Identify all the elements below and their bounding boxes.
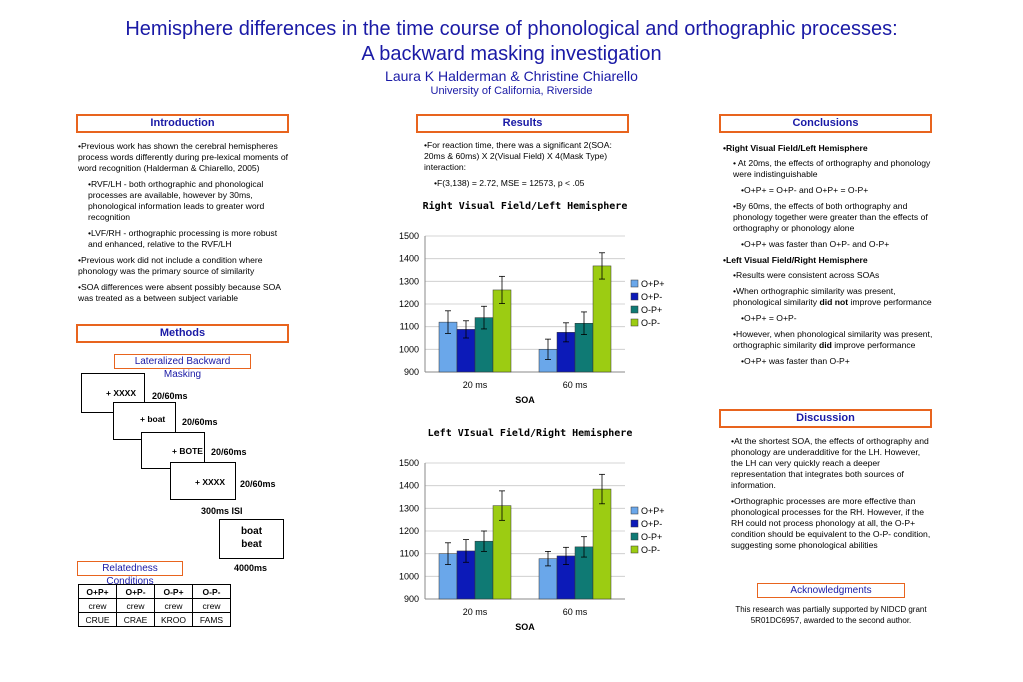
conclusion-bullet: •By 60ms, the effects of both orthography and phonology together were greater than the effects of orthography or phonology alone <box>733 201 928 233</box>
y-tick-label: 1300 <box>398 503 419 514</box>
target-duration: 4000ms <box>234 563 268 573</box>
acknowledgments-text: This research was partially supported by NIDCD grant 5R01DC6957, awarded to the second author. <box>735 605 927 625</box>
legend-label: O-P+ <box>641 305 663 315</box>
conclusions-heading: Conclusions <box>719 114 932 133</box>
results-bullet-1: •For reaction time, there was a significant 2(SOA: 20ms & 60ms) X 2(Visual Field) X 4(Mask Type) interaction: <box>424 140 612 172</box>
legend-label: O+P+ <box>641 279 665 289</box>
table-cell: CRUE <box>79 613 117 627</box>
mask-word-frame-text: + BOTE <box>172 446 203 456</box>
intro-bullet-3: •LVF/RH - orthographic processing is more robust and enhanced, relative to the RVF/LH <box>88 228 278 249</box>
introduction-text <box>78 141 288 309</box>
mask-frame-1-text: + XXXX <box>106 388 137 398</box>
introduction-heading: Introduction <box>76 114 289 133</box>
poster-title-line2: A backward masking investigation <box>361 43 662 65</box>
table-cell: FAMS <box>193 613 231 627</box>
x-axis-label: SOA <box>515 622 535 632</box>
chart-2-title: Left VIsual Field/Right Hemisphere <box>427 428 633 439</box>
target-word-2: beat <box>241 539 262 550</box>
mask-frame-2-duration: 20/60ms <box>240 479 276 489</box>
conclusion-text: •However, when phonological similarity was present, orthographic similarity <box>733 329 933 350</box>
conclusion-text: improve performance <box>831 340 916 350</box>
table-cell: crew <box>79 599 117 613</box>
results-text <box>424 140 614 194</box>
legend-label: O-P- <box>641 545 660 555</box>
table-cell: crew <box>193 599 231 613</box>
y-tick-label: 1000 <box>398 344 419 355</box>
lateralized-masking-label: Lateralized Backward Masking <box>114 354 251 369</box>
lvf-rh-bar-chart <box>385 453 685 638</box>
table-cell: crew <box>155 599 193 613</box>
y-tick-label: 1500 <box>398 231 419 241</box>
conclusion-emphasis: did <box>818 340 832 350</box>
y-tick-label: 1300 <box>398 276 419 287</box>
y-tick-label: 1000 <box>398 571 419 582</box>
table-cell: KROO <box>155 613 193 627</box>
table-header-cell: O-P+ <box>155 585 193 599</box>
conclusion-text: improve performance <box>848 297 932 307</box>
table-cell: CRAE <box>117 613 155 627</box>
rvf-lh-bar-chart <box>385 226 685 411</box>
prime-frame-text: + boat <box>140 414 166 424</box>
conclusion-bullet: •O+P+ was faster than O+P- and O-P+ <box>741 239 890 249</box>
y-tick-label: 1100 <box>399 548 419 559</box>
legend-label: O-P+ <box>641 532 663 542</box>
y-tick-label: 1100 <box>399 321 419 332</box>
table-header-cell: O+P+ <box>79 585 117 599</box>
conclusion-emphasis: did not <box>819 297 849 307</box>
acknowledgments-heading: Acknowledgments <box>757 583 905 598</box>
legend-swatch <box>631 293 638 300</box>
conclusions-text <box>723 143 933 372</box>
conclusion-bullet: •O+P+ = O+P- <box>741 313 797 323</box>
table-cell: crew <box>117 599 155 613</box>
intro-bullet-1: •Previous work has shown the cerebral hemispheres process words differently during pre-lexical moments of word recognition (Halderman & Chiarello, 2005) <box>78 141 289 173</box>
chart-1-title: Right Visual Field/Left Hemisphere <box>422 201 628 212</box>
legend-label: O+P- <box>641 519 663 529</box>
mask-frame-2 <box>170 462 236 500</box>
y-tick-label: 1200 <box>398 299 419 309</box>
conclusion-bullet <box>723 286 933 308</box>
legend-swatch <box>631 520 638 527</box>
prime-frame-duration: 20/60ms <box>182 417 218 427</box>
bar <box>593 266 611 372</box>
relatedness-label: Relatedness Conditions <box>77 561 183 576</box>
conclusion-bullet <box>723 329 933 351</box>
y-tick-label: 1500 <box>398 458 419 468</box>
table-row <box>79 613 231 627</box>
x-tick-label: 60 ms <box>562 380 588 390</box>
x-axis-label: SOA <box>515 395 535 405</box>
legend-swatch <box>631 507 638 514</box>
legend-swatch <box>631 306 638 313</box>
table-row <box>79 599 231 613</box>
discussion-text <box>731 436 931 556</box>
x-tick-label: 60 ms <box>562 607 588 617</box>
discussion-bullet-2: •Orthographic processes are more effective than phonological processes for the RH. However, if the RH could not process phonology at all, the O-P+ condition should be equivalent to the O-P- condition, suggesting some phonological abilities <box>731 496 931 550</box>
conclusion-text: •When orthographic similarity was present, phonological similarity <box>733 286 896 307</box>
results-heading: Results <box>416 114 629 133</box>
conclusion-bullet: •O+P+ = O+P- and O+P+ = O-P+ <box>741 185 869 195</box>
conclusion-rvf-heading: •Right Visual Field/Left Hemisphere <box>723 143 868 153</box>
mask-word-frame-duration: 20/60ms <box>211 447 247 457</box>
y-tick-label: 900 <box>403 367 419 377</box>
conclusion-bullet: •Results were consistent across SOAs <box>733 270 880 280</box>
isi-label: 300ms ISI <box>201 506 243 516</box>
results-bullet-2: •F(3,138) = 2.72, MSE = 12573, p < .05 <box>434 178 585 188</box>
y-tick-label: 1200 <box>398 526 419 536</box>
y-tick-label: 900 <box>403 594 419 604</box>
y-tick-label: 1400 <box>398 480 419 491</box>
bar <box>593 489 611 599</box>
conclusion-bullet: • At 20ms, the effects of orthography and phonology were indistinguishable <box>733 158 931 179</box>
intro-bullet-2: •RVF/LH - both orthographic and phonological processes are available, however by 30ms, phonological information leads to greater word recognition <box>88 179 265 222</box>
mask-frame-2-text: + XXXX <box>195 477 226 487</box>
discussion-bullet-1: •At the shortest SOA, the effects of orthography and phonology are underadditive for the LH. However, the LH can very quickly reach a deeper representation that integrates both sources of information. <box>731 436 929 490</box>
x-tick-label: 20 ms <box>462 380 488 390</box>
target-word-1: boat <box>240 526 263 537</box>
conclusion-lvf-heading: •Left Visual Field/Right Hemisphere <box>723 255 868 265</box>
legend-swatch <box>631 546 638 553</box>
legend-swatch <box>631 533 638 540</box>
table-header-cell: O+P- <box>117 585 155 599</box>
legend-swatch <box>631 280 638 287</box>
methods-heading: Methods <box>76 324 289 343</box>
poster-authors: Laura K Halderman & Christine Chiarello <box>385 68 638 84</box>
table-header-cell: O-P- <box>193 585 231 599</box>
legend-swatch <box>631 319 638 326</box>
y-tick-label: 1400 <box>398 253 419 264</box>
discussion-heading: Discussion <box>719 409 932 428</box>
poster-title-line1: Hemisphere differences in the time course of phonological and orthographic processes: <box>125 18 898 40</box>
legend-label: O+P+ <box>641 506 665 516</box>
legend-label: O+P- <box>641 292 663 302</box>
poster-affiliation: University of California, Riverside <box>430 85 593 97</box>
table-header-row <box>79 585 231 599</box>
relatedness-table <box>78 584 231 627</box>
x-tick-label: 20 ms <box>462 607 488 617</box>
intro-bullet-4: •Previous work did not include a condition where phonology was the primary source of similarity <box>78 255 263 276</box>
target-frame <box>219 519 284 559</box>
intro-bullet-5: •SOA differences were absent possibly because SOA was treated as a between subject variable <box>78 282 281 303</box>
mask-frame-1-duration: 20/60ms <box>152 391 188 401</box>
legend-label: O-P- <box>641 318 660 328</box>
conclusion-bullet: •O+P+ was faster than O-P+ <box>741 356 850 366</box>
